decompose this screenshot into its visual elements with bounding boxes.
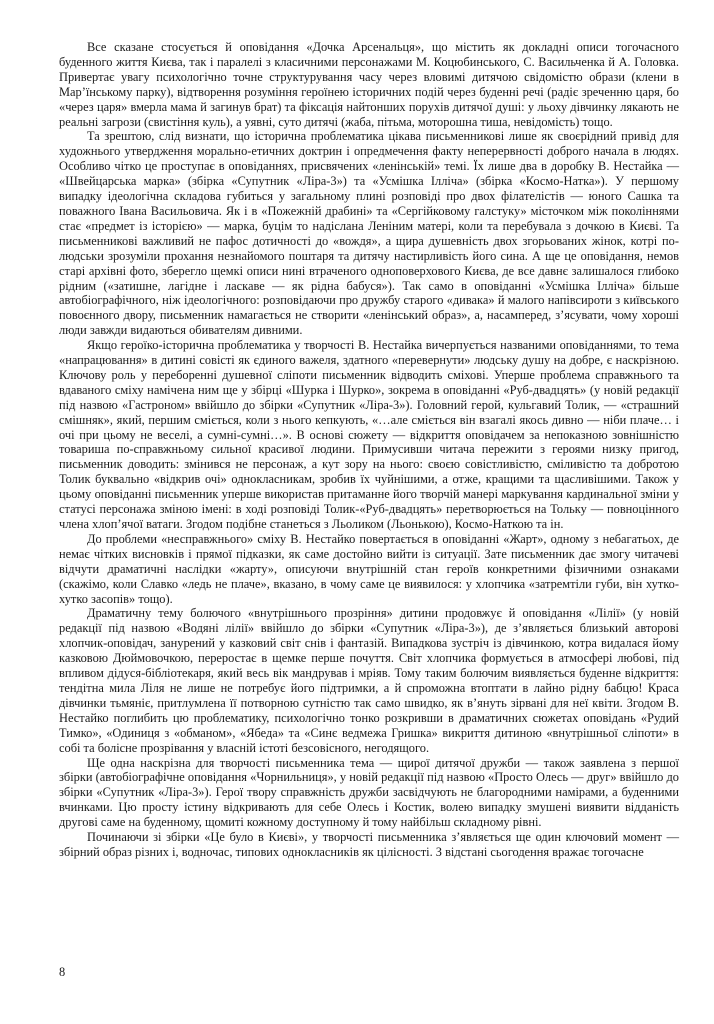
page-number: 8	[59, 965, 66, 979]
page-body	[59, 40, 679, 860]
paragraph: Якщо героїко-історична проблематика у творчості В. Нестайка вичерпується названими оповіданнями, то тема «напрацювання» в дитині совісті як єдиного важеля, здатного «перевернути» людську душу на добре, є наскрізною. Ключову роль у переборенні душевної сліпоти письменник відводить сміхові. Уперше проблема справжнього та вдаваного сміху намічена ним ще у збірці «Шурка і Шурко», зокрема в оповіданні «Руб-двадцять» (у новій редакції під назвою «Гастроном» ввійшло до збірки «Супутник «Ліра-3»). Головний герой, кульгавий Толик, — «страшний смішняк», який, першим сміється, коли з нього кепкують, «…але сміється він взагалі якось дивно — ніби плаче… і очі при цьому не веселі, а сумні-сумні…». В основі сюжету — відкриття оповідачем за непоказною зовнішністю товариша по-справжньому сильної красивої людини. Примусивши читача пережити з героями низку пригод, письменник доводить: змінився не персонаж, а кут зору на нього: своєю совістливістю, сміливістю та добротою Толик буквально «відкрив очі» однокласникам, зробив їх чуйнішими, а отже, кращими та щасливішими. Також у цьому оповіданні письменник уперше використав притаманне його творчій манері маркування кардинальної зміни у статусі персонажа зміною імені: в ході розповіді Толик-«Руб-двадцять» перетворюється на Тольку — повноцінного члена хлоп’ячої ватаги. Згодом подібне станеться з Льоликом (Льонькою), Космо-Наткою та ін.	[59, 338, 679, 531]
paragraph: Все сказане стосується й оповідання «Дочка Арсенальця», що містить як докладні описи тогочасного буденного життя Києва, так і паралелі з класичними персонажами М. Коцюбинського, С. Васильченка й А. Головка. Привертає увагу психологічно точне структурування часу через вловимі дитячою свідомістю образи (клени в Мар’їнському парку), відтворення розуміння героїнею історичних подій через буденні речі (радіє зреченню царя, бо «через царя» вмерла мама й загинув брат) та фіксація найтонших порухів дитячої душі: у льоху дівчинку лякають не реальні загрози (свистіння куль), а уявні, суто дитячі (жаба, пітьма, моторошна тиша, невідомість) тощо.	[59, 40, 679, 129]
paragraph: Та зрештою, слід визнати, що історична проблематика цікава письменникові лише як своєрідний привід для художнього утвердження морально-етичних доктрин і опредмечення факту неперервності доброго начала в людях. Особливо чітко це проступає в оповіданнях, присвячених «ленінській» темі. Їх лише два в доробку В. Нестайка — «Швейцарська марка» (збірка «Супутник «Ліра-3») та «Усмішка Ілліча» (збірка «Космо-Натка»). У першому випадку ідеологічна складова губиться у загальному плині розповіді про двох філателістів — юного Сашка та поважного Івана Васильовича. Як і в «Пожежній драбині» та «Сергійковому галстуку» місточком між поколіннями стає «предмет із історією» — марка, буцім то надіслана Леніним матері, коли та перебувала з дочкою в Києві. Та письменникові важливий не пафос дотичності до «вождя», а щира душевність двох згорьованих жінок, котрі по-людськи зрозуміли прохання незнайомого поштаря та дитячу настирливість його сина. А ще це оповідання, немов старі архівні фото, зберегло щемкі описи нині втраченого одноповерхового Києва, де все давнє залишалося глибоко рідним («затишне, лагідне і ласкаве — як рідна бабуся»). Так само в оповіданні «Усмішка Ілліча» більше автобіографічного, ніж ідеологічного: розповідаючи про дружбу старого «дивака» й малого напівсироти з київського повоєнного двору, письменник намагається не створити «ленінський образ», а, насамперед, з’ясувати, чому хороші люди завжди видаються обивателям дивними.	[59, 129, 679, 338]
paragraph: Починаючи зі збірки «Це було в Києві», у творчості письменника з’являється ще один ключовий момент — збірний образ різних і, водночас, типових однокласників як цілісності. З відстані сьогодення вражає тогочасне	[59, 830, 679, 859]
paragraph: Драматичну тему болючого «внутрішнього прозріння» дитини продовжує й оповідання «Лілії» (у новій редакції під назвою «Водяні лілії» ввійшло до збірки «Супутник «Ліра-3»), де з’являється близький авторові хлопчик-оповідач, занурений у казковий світ снів і фантазій. Випадкова зустріч із дівчинкою, котра видалася йому казковою Дюймовочкою, переростає в щемке перше почуття. Світ хлопчика формується в атмосфері любові, під впливом дідуся-бібліотекаря, який весь вік мандрував і мріяв. Тому таким болючим виявляється буденне відкриття: тендітна мила Ліля не лише не потребує його підтримки, а й спроможна втоптати в лайно рідну бабцю! Краса дівчинки тьмяніє, притлумлена її потворною сутністю так само швидко, як в’януть зірвані для неї квіти. Згодом В. Нестайко поглибить цю проблематику, психологічно тонко розкривши в драматичних сюжетах оповідань «Рудий Тимко», «Одиниця з «обманом», «Ябеда» та «Синє ведмежа Гришка» викриття дитиною «внутрішньої сліпоти» в собі та болісне прозрівання у власній істоті безсовісного, негодящого.	[59, 606, 679, 755]
paragraph: До проблеми «несправжнього» сміху В. Нестайко повертається в оповіданні «Жарт», одному з небагатьох, де немає чітких висновків і прямої підказки, як саме достойно вийти із ситуації. Зате письменник дає змогу читачеві відчути драматичні наслідки «жарту», описуючи внутрішній стан героїв конкретними фізичними ознаками (скажімо, коли Славко «ледь не плаче», вказано, в чому саме це виявилося: у хлопчика «затремтіли губи, він хутко-хутко засопів» тощо).	[59, 531, 679, 606]
paragraph: Ще одна наскрізна для творчості письменника тема — щирої дитячої дружби — також заявлена з першої збірки (автобіографічне оповідання «Чорнильниця», у новій редакції під назвою «Просто Олесь — друг» ввійшло до збірки «Супутник «Ліра-3»). Герої твору справжність дружби засвідчують не благородними намірами, а буденними вчинками. Цю просту істину відкривають для себе Олесь і Костик, волею випадку змушені виявити відданість другові саме на буденному, щомиті кожному доступному й тому найбільш складному рівні.	[59, 755, 679, 830]
